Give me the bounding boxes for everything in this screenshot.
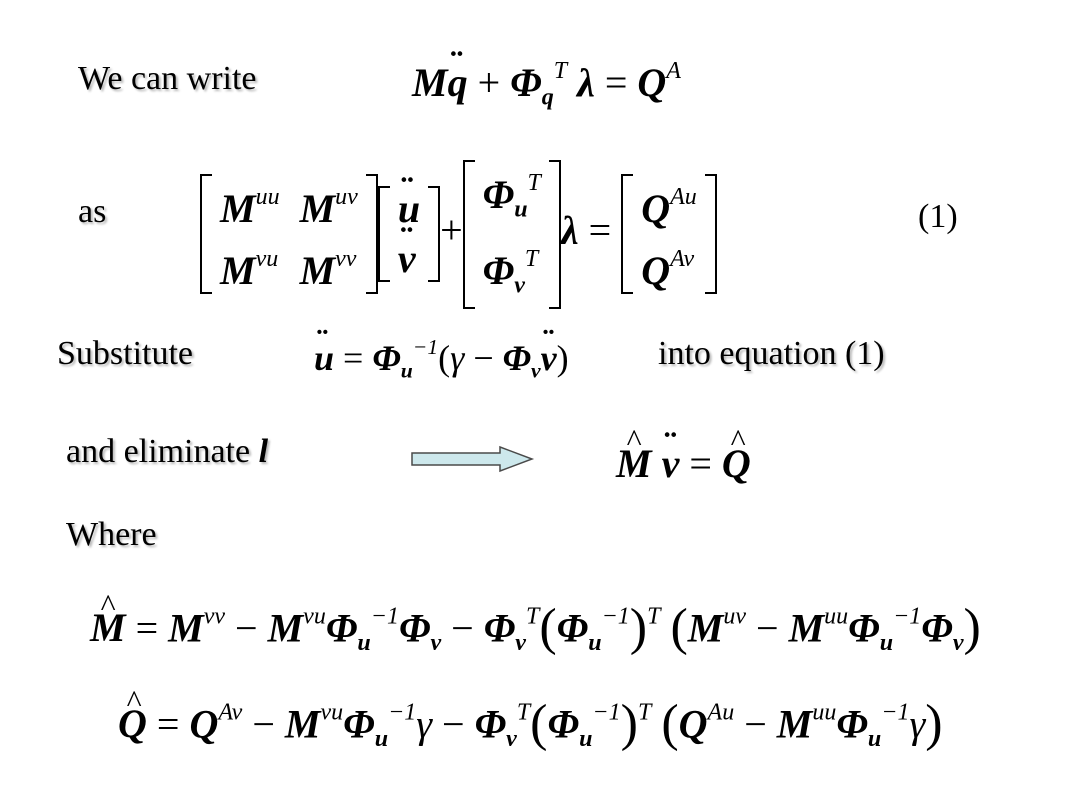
q-hat-definition: ^ $Q = Q^{Av} - M^{vu}\Phi_u^{-1}\gamma - \Phi_v^T(\Phi_u^{-1})^T$ $(Q^{Au} - M^{uu}\Phi_u^{-1}\gamma)$ [118, 694, 943, 753]
reduced-equation: ^ M ¨ v = ^ Q [616, 440, 751, 487]
into-equation-label: into equation (1) [658, 335, 885, 372]
equation-of-motion: M¨ $q + \Phi_q^T$ $\lambda = Q^A$ [412, 58, 681, 111]
right-arrow-icon [410, 445, 535, 473]
m-hat-definition: ^ $M = M^{vv} - M^{vu}\Phi_u^{-1}\Phi_v - \Phi_v^T(\Phi_u^{-1})^T$ $(M^{uv} - M^{uu}\Phi_u^{-1}\Phi_v)$ [90, 598, 981, 657]
eliminate-symbol: l [258, 433, 269, 470]
as-label: as [78, 193, 107, 230]
substitution-equation: ¨ $u = \Phi_u^{-1}(\gamma$ − $\Phi_v¨$ v) [314, 335, 569, 384]
we-can-write-label: We can write [78, 60, 257, 97]
eliminate-label [66, 433, 268, 471]
substitute-label: Substitute [57, 335, 194, 372]
partitioned-matrix-equation: $M^{uu}$ $M^{uv}$ $M^{vu}$ $M^{vv}$ ¨ u ¨ v + $\Phi_u^T$ $\Phi_v^T$ λ = $Q^{Au}$ $Q^{Av}$ [200, 158, 717, 311]
where-label: Where [66, 516, 157, 553]
eliminate-text: and eliminate [66, 433, 251, 470]
equation-number: (1) [918, 198, 958, 235]
